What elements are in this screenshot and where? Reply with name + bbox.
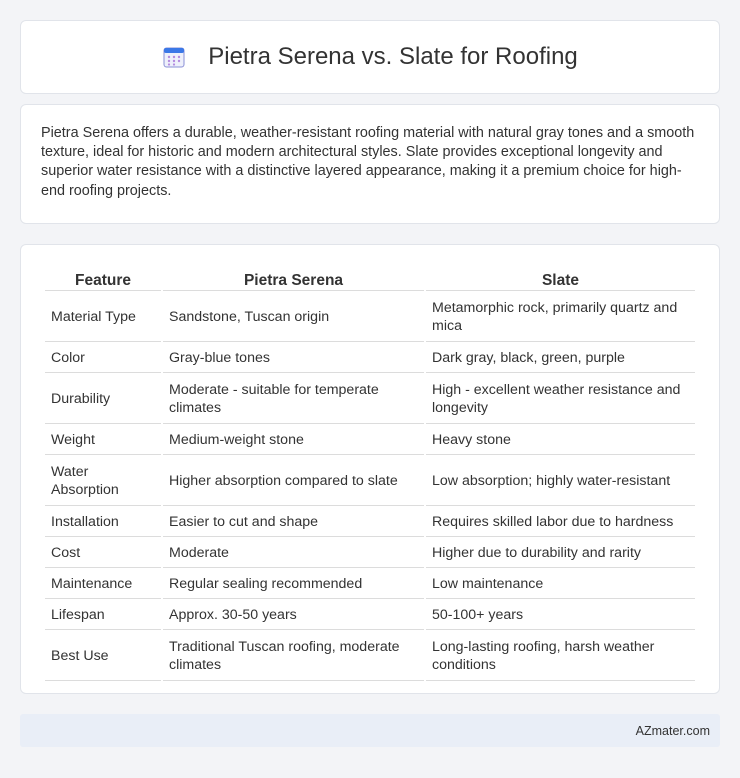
footer-brand[interactable]: AZmater.com (635, 723, 710, 738)
table-row (45, 344, 695, 373)
slate-cell: Heavy stone (426, 426, 695, 455)
comparison-table-card (20, 244, 720, 694)
feature-cell: Lifespan (45, 601, 161, 630)
feature-cell: Maintenance (45, 570, 161, 599)
slate-cell: Higher due to durability and rarity (426, 539, 695, 568)
pietra-serena-cell: Sandstone, Tuscan origin (163, 293, 424, 342)
pietra-serena-cell: Traditional Tuscan roofing, moderate climates (163, 632, 424, 681)
pietra-serena-cell: Regular sealing recommended (163, 570, 424, 599)
page-title: Pietra Serena vs. Slate for Roofing (208, 43, 578, 70)
table-row (45, 293, 695, 342)
table-row (45, 601, 695, 630)
table-row (45, 375, 695, 424)
pietra-serena-cell: Higher absorption compared to slate (163, 457, 424, 506)
footer (20, 714, 720, 747)
feature-cell: Material Type (45, 293, 161, 342)
column-header-pietra-serena: Pietra Serena (163, 267, 424, 291)
column-header-slate: Slate (426, 267, 695, 291)
table-row (45, 426, 695, 455)
pietra-serena-cell: Approx. 30-50 years (163, 601, 424, 630)
slate-cell: Requires skilled labor due to hardness (426, 508, 695, 537)
pietra-serena-cell: Medium-weight stone (163, 426, 424, 455)
pietra-serena-cell: Moderate - suitable for temperate climates (163, 375, 424, 424)
pietra-serena-cell: Easier to cut and shape (163, 508, 424, 537)
table-row (45, 539, 695, 568)
calendar-icon (162, 45, 186, 69)
intro-text: Pietra Serena offers a durable, weather-resistant roofing material with natural gray tones and a smooth texture, ideal for historic and modern architectural styles. Slate provides exceptional longevity and superior water resistance with a distinctive layered appearance, making it a premium choice for high-end roofing projects. (41, 125, 695, 199)
table-row (45, 632, 695, 681)
feature-cell: Water Absorption (45, 457, 161, 506)
table-header-row (45, 267, 695, 291)
pietra-serena-cell: Gray-blue tones (163, 344, 424, 373)
intro-card (20, 104, 720, 224)
pietra-serena-cell: Moderate (163, 539, 424, 568)
feature-cell: Durability (45, 375, 161, 424)
feature-cell: Color (45, 344, 161, 373)
slate-cell: Low absorption; highly water-resistant (426, 457, 695, 506)
slate-cell: 50-100+ years (426, 601, 695, 630)
slate-cell: Metamorphic rock, primarily quartz and mica (426, 293, 695, 342)
column-header-feature: Feature (45, 267, 161, 291)
table-row (45, 457, 695, 506)
comparison-table (43, 265, 697, 683)
slate-cell: Long-lasting roofing, harsh weather conditions (426, 632, 695, 681)
feature-cell: Weight (45, 426, 161, 455)
slate-cell: High - excellent weather resistance and longevity (426, 375, 695, 424)
table-row (45, 570, 695, 599)
slate-cell: Dark gray, black, green, purple (426, 344, 695, 373)
feature-cell: Installation (45, 508, 161, 537)
feature-cell: Best Use (45, 632, 161, 681)
slate-cell: Low maintenance (426, 570, 695, 599)
feature-cell: Cost (45, 539, 161, 568)
table-row (45, 508, 695, 537)
header-card (20, 20, 720, 94)
